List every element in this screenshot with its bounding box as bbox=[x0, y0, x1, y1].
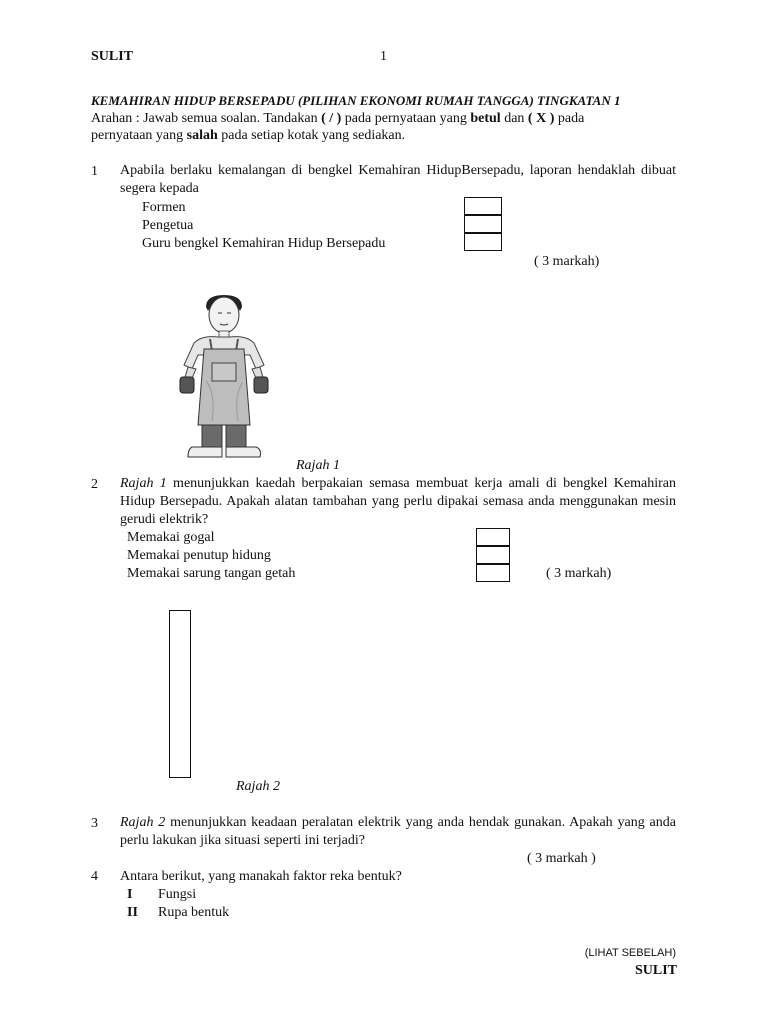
figure-1-caption: Rajah 1 bbox=[296, 458, 340, 473]
page-number: 1 bbox=[380, 49, 387, 64]
q3-number: 3 bbox=[91, 816, 98, 831]
q1-answer-box-3[interactable] bbox=[464, 233, 502, 251]
q4-number: 4 bbox=[91, 869, 98, 884]
q4-item-1-label: I bbox=[127, 887, 133, 902]
q3-text: Rajah 2 menunjukkan keadaan peralatan elektrik yang anda hendak gunakan. Apakah yang anda perlu lakukan jika situasi seperti ini terjadi? bbox=[120, 815, 676, 848]
q1-text: Apabila berlaku kemalangan di bengkel Kemahiran HidupBersepadu, laporan hendaklah dibuat segera kepada bbox=[120, 163, 676, 196]
q4-text: Antara berikut, yang manakah faktor reka bentuk? bbox=[120, 869, 402, 884]
figure-2-caption: Rajah 2 bbox=[236, 779, 280, 794]
q1-number: 1 bbox=[91, 164, 98, 179]
q1-marks: ( 3 markah) bbox=[534, 254, 600, 269]
q1-answer-box-2[interactable] bbox=[464, 215, 502, 233]
q2-option-3: Memakai sarung tangan getah bbox=[127, 566, 296, 581]
q2-option-1: Memakai gogal bbox=[127, 530, 215, 545]
document-title: KEMAHIRAN HIDUP BERSEPADU (PILIHAN EKONOMI RUMAH TANGGA) TINGKATAN 1 bbox=[91, 93, 621, 108]
q2-answer-box-3[interactable] bbox=[476, 564, 510, 582]
q2-answer-box-1[interactable] bbox=[476, 528, 510, 546]
q4-item-2-label: II bbox=[127, 905, 138, 920]
footer-sulit: SULIT bbox=[634, 963, 677, 978]
q1-option-1: Formen bbox=[142, 200, 186, 215]
q4-item-2-text: Rupa bentuk bbox=[158, 905, 230, 920]
q2-option-2: Memakai penutup hidung bbox=[127, 548, 271, 563]
q3-marks: ( 3 markah ) bbox=[527, 851, 596, 866]
q2-marks: ( 3 markah) bbox=[546, 566, 612, 581]
figure-2-image-frame bbox=[169, 610, 191, 778]
q4-item-1-text: Fungsi bbox=[158, 887, 197, 902]
q2-text: Rajah 1 menunjukkan kaedah berpakaian semasa membuat kerja amali di bengkel Kemahiran Hidup Bersepadu. Apakah alatan tambahan yang perlu dipakai semasa anda menggunakan mesin gerudi elektrik? bbox=[120, 476, 676, 527]
figure-1-apron-illustration bbox=[176, 293, 272, 461]
q2-answer-box-2[interactable] bbox=[476, 546, 510, 564]
header-sulit: SULIT bbox=[91, 49, 134, 64]
q1-answer-box-1[interactable] bbox=[464, 197, 502, 215]
q1-option-3: Guru bengkel Kemahiran Hidup Bersepadu bbox=[142, 236, 386, 251]
q1-option-2: Pengetua bbox=[142, 218, 194, 233]
footer-lihat-sebelah: (LIHAT SEBELAH) bbox=[584, 947, 676, 959]
instructions-line-2: pernyataan yang salah pada setiap kotak yang sediakan. bbox=[91, 128, 406, 143]
q2-number: 2 bbox=[91, 477, 98, 492]
instructions-line-1: Arahan : Jawab semua soalan. Tandakan ( / ) pada pernyataan yang betul dan ( X ) pada bbox=[91, 111, 585, 126]
